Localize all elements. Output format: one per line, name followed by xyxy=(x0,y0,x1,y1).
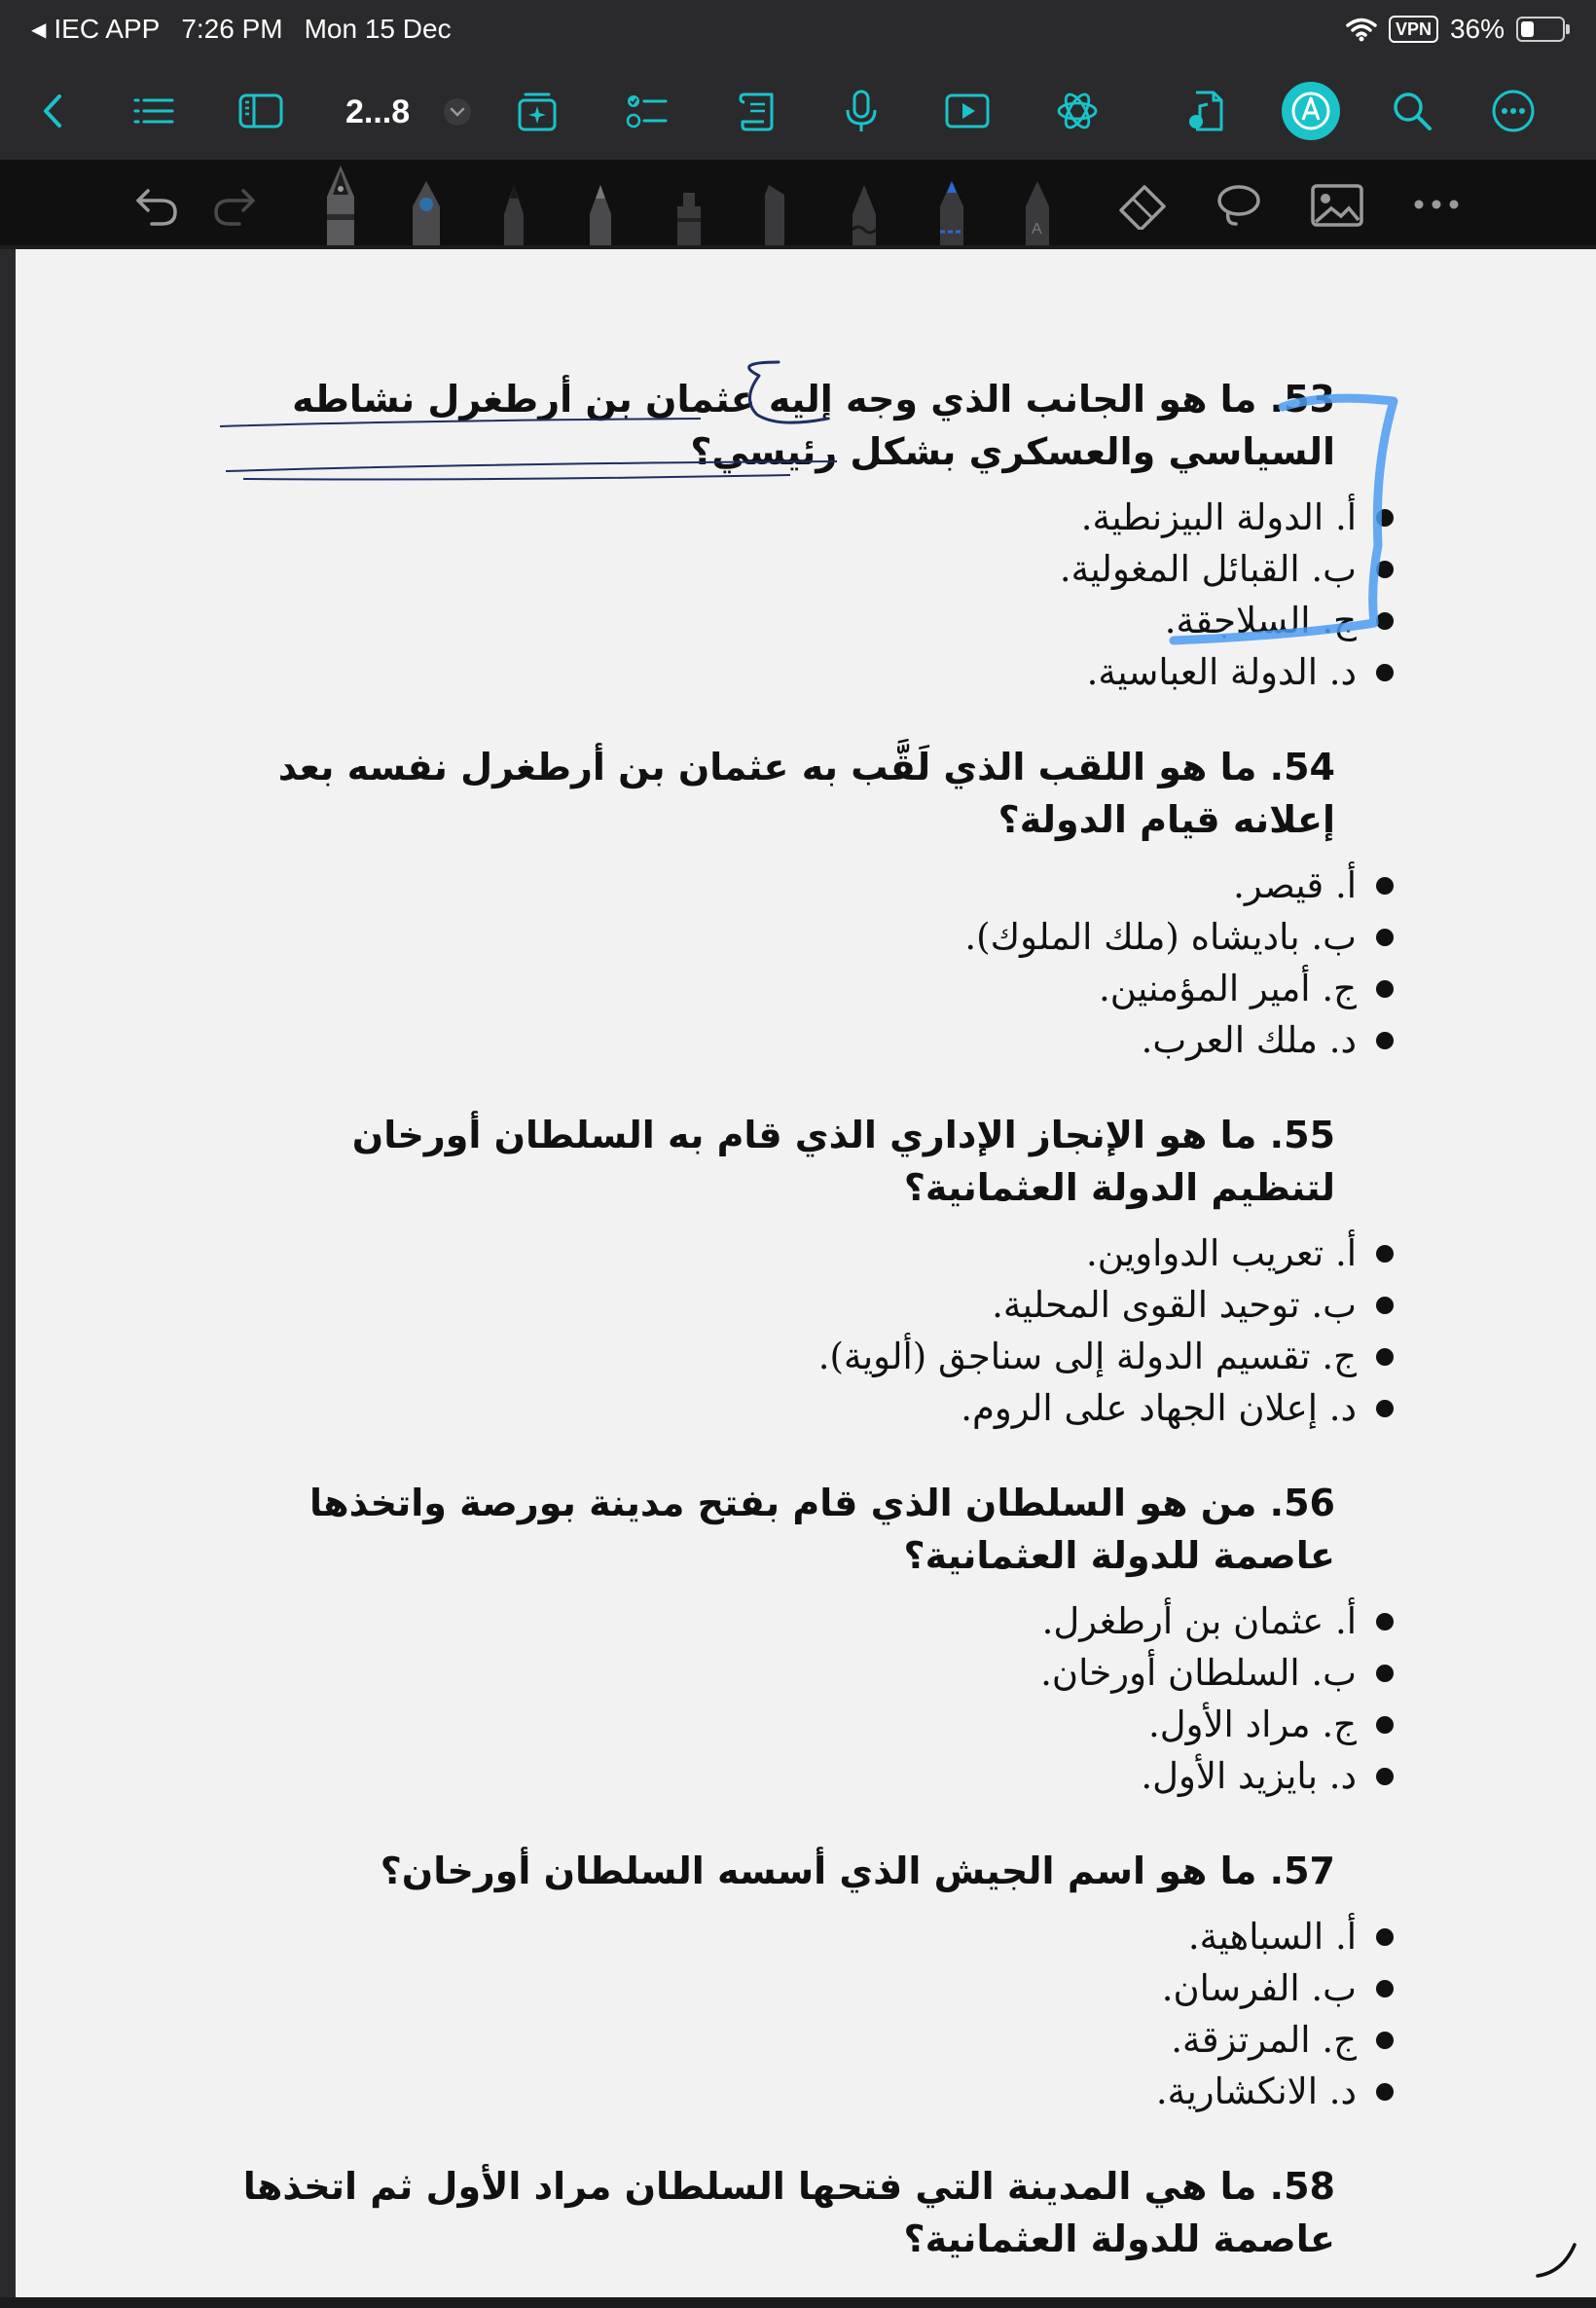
option-item xyxy=(236,1962,1394,2014)
add-page-icon[interactable] xyxy=(509,82,567,140)
option-item xyxy=(236,1014,1394,1066)
bullet-icon xyxy=(1376,929,1394,946)
option-item xyxy=(236,1699,1394,1750)
option-label: أ. عثمان بن أرطغرل. xyxy=(1041,1600,1357,1642)
option-label: د. بايزيد الأول. xyxy=(1141,1755,1357,1797)
bullet-icon xyxy=(1376,1928,1394,1946)
chevron-down-icon[interactable] xyxy=(443,97,472,127)
battery-percent: 36% xyxy=(1449,14,1505,44)
bullet-icon xyxy=(1376,877,1394,895)
option-item xyxy=(236,1911,1394,1962)
brush-pen-icon[interactable] xyxy=(498,181,529,245)
bullet-icon xyxy=(1376,664,1394,681)
options-list xyxy=(236,1595,1394,1802)
question-block xyxy=(236,741,1394,1066)
option-item xyxy=(236,543,1394,595)
wifi-icon xyxy=(1346,17,1377,42)
question-number: 53. xyxy=(1269,378,1335,421)
option-label: ج. أمير المؤمنين. xyxy=(1099,968,1357,1009)
bullet-icon xyxy=(1376,1297,1394,1314)
bullet-icon xyxy=(1376,509,1394,527)
bullet-icon xyxy=(1376,1245,1394,1263)
option-label: د. ملك العرب. xyxy=(1141,1019,1357,1061)
text-pencil-icon[interactable] xyxy=(1018,177,1057,245)
back-chevron-icon[interactable] xyxy=(25,82,84,140)
option-label: ج. المرتزقة. xyxy=(1171,2019,1357,2061)
option-label: أ. تعريب الدواوين. xyxy=(1086,1232,1357,1274)
bullet-icon xyxy=(1376,2032,1394,2049)
question-number: 54. xyxy=(1269,746,1335,788)
vpn-badge: VPN xyxy=(1389,16,1438,43)
more-icon[interactable] xyxy=(1411,195,1462,214)
option-label: د. الدولة العباسية. xyxy=(1086,651,1357,693)
option-item xyxy=(236,646,1394,698)
option-label: أ. الدولة البيزنطية. xyxy=(1080,496,1357,538)
back-to-app-icon[interactable]: ◀ xyxy=(31,18,47,41)
bullet-icon xyxy=(1376,1768,1394,1785)
option-item xyxy=(236,1279,1394,1331)
checklist-icon[interactable] xyxy=(618,82,676,140)
question-list xyxy=(236,373,1394,2308)
option-item xyxy=(236,595,1394,646)
blue-pen-icon[interactable] xyxy=(932,177,971,245)
pen-mode-icon[interactable] xyxy=(1282,82,1340,140)
question-text xyxy=(236,741,1394,846)
option-label: أ. السباهية. xyxy=(1187,1916,1357,1958)
microphone-icon[interactable] xyxy=(832,82,890,140)
question-prompt: ما هو اللقب الذي لَقَّب به عثمان بن أرطغرل نفسه بعد إعلانه قيام الدولة؟ xyxy=(277,746,1335,841)
question-block xyxy=(236,1109,1394,1434)
battery-icon xyxy=(1516,17,1565,42)
question-text xyxy=(236,1109,1394,1214)
bullet-icon xyxy=(1376,1665,1394,1682)
option-label: ب. باديشاه (ملك الملوك). xyxy=(964,916,1357,958)
question-prompt: من هو السلطان الذي قام بفتح مدينة بورصة واتخذها عاصمة للدولة العثمانية؟ xyxy=(309,1482,1335,1577)
question-number: 58. xyxy=(1269,2165,1335,2208)
option-label: ب. الفرسان. xyxy=(1161,1967,1357,2009)
search-icon[interactable] xyxy=(1383,82,1441,140)
image-icon[interactable] xyxy=(1310,183,1364,228)
question-number: 56. xyxy=(1269,1482,1335,1524)
option-label: ب. توحيد القوى المحلية. xyxy=(992,1284,1357,1326)
marker-icon[interactable] xyxy=(759,181,794,245)
page-indicator[interactable]: 2...8 xyxy=(345,93,411,130)
question-prompt: ما هو اسم الجيش الذي أسسه السلطان أورخان؟ xyxy=(380,1850,1257,1892)
question-text xyxy=(236,1845,1394,1897)
question-text xyxy=(236,2160,1394,2265)
fountain-pen-icon[interactable] xyxy=(319,164,362,245)
list-icon[interactable] xyxy=(125,82,183,140)
navigation-toolbar xyxy=(0,60,1596,162)
option-item xyxy=(236,911,1394,963)
status-bar xyxy=(0,0,1596,60)
question-block xyxy=(236,2160,1394,2265)
back-app-label[interactable]: IEC APP xyxy=(54,14,161,44)
question-block xyxy=(236,1845,1394,2117)
bullet-icon xyxy=(1376,1613,1394,1630)
svg-text:A: A xyxy=(1032,221,1042,238)
eraser-icon[interactable] xyxy=(1115,179,1172,230)
question-number: 55. xyxy=(1269,1114,1335,1156)
undo-icon[interactable] xyxy=(130,177,185,232)
option-item xyxy=(236,1647,1394,1699)
pencil-icon[interactable] xyxy=(584,181,617,245)
option-item xyxy=(236,860,1394,911)
question-prompt: ما هو الجانب الذي وجه إليه عثمان بن أرطغرل نشاطه السياسي والعسكري بشكل رئيسي؟ xyxy=(292,378,1335,473)
option-label: ج. مراد الأول. xyxy=(1147,1704,1357,1745)
option-label: ب. السلطان أورخان. xyxy=(1040,1652,1357,1694)
option-item xyxy=(236,2014,1394,2066)
options-list xyxy=(236,1227,1394,1434)
monoline-icon[interactable] xyxy=(845,181,884,245)
option-item xyxy=(236,1595,1394,1647)
options-list xyxy=(236,1911,1394,2117)
option-label: ج. السلاجقة. xyxy=(1164,600,1357,641)
lasso-icon[interactable] xyxy=(1213,179,1265,230)
bullet-icon xyxy=(1376,2083,1394,2101)
bullet-icon xyxy=(1376,612,1394,630)
ballpoint-pen-icon[interactable] xyxy=(407,177,446,245)
bullet-icon xyxy=(1376,1716,1394,1734)
option-item xyxy=(236,963,1394,1014)
options-list xyxy=(236,492,1394,698)
options-list xyxy=(236,860,1394,1066)
option-label: أ. قيصر. xyxy=(1233,864,1357,906)
bullet-icon xyxy=(1376,980,1394,998)
bullet-icon xyxy=(1376,1400,1394,1417)
option-item xyxy=(236,1382,1394,1434)
option-label: ج. تقسيم الدولة إلى سناجق (ألوية). xyxy=(817,1336,1357,1377)
option-label: ب. القبائل المغولية. xyxy=(1059,548,1357,590)
option-item xyxy=(236,1331,1394,1382)
question-block xyxy=(236,1477,1394,1802)
document-audio-icon[interactable] xyxy=(1178,82,1236,140)
highlighter-icon[interactable] xyxy=(671,189,707,245)
option-label: د. الانكشارية. xyxy=(1155,2070,1357,2112)
left-gutter xyxy=(0,249,16,2297)
option-label: د. إعلان الجهاد على الروم. xyxy=(961,1387,1357,1429)
question-prompt: ما هو الإنجاز الإداري الذي قام به السلطان أورخان لتنظيم الدولة العثمانية؟ xyxy=(351,1114,1335,1209)
question-prompt: ما هي المدينة التي فتحها السلطان مراد الأول ثم اتخذها عاصمة للدولة العثمانية؟ xyxy=(242,2165,1335,2260)
status-date: Mon 15 Dec xyxy=(304,14,452,44)
play-icon[interactable] xyxy=(938,82,997,140)
bullet-icon xyxy=(1376,1032,1394,1049)
bullet-icon xyxy=(1376,1980,1394,1997)
more-options-icon[interactable] xyxy=(1484,82,1542,140)
option-item xyxy=(236,492,1394,543)
option-item xyxy=(236,1750,1394,1802)
bullet-icon xyxy=(1376,1348,1394,1366)
bullet-icon xyxy=(1376,561,1394,578)
drawing-tools-bar xyxy=(0,160,1596,245)
question-text xyxy=(236,1477,1394,1582)
question-text xyxy=(236,373,1394,478)
scroll-icon[interactable] xyxy=(728,82,786,140)
redo-icon[interactable] xyxy=(206,177,261,232)
notebook-page[interactable] xyxy=(16,249,1596,2297)
page-corner-icon[interactable] xyxy=(1534,2237,1580,2280)
question-number: 57. xyxy=(1269,1850,1335,1892)
option-item xyxy=(236,1227,1394,1279)
option-item xyxy=(236,2066,1394,2117)
sidebar-icon[interactable] xyxy=(232,82,290,140)
ai-icon[interactable] xyxy=(1048,82,1106,140)
question-block xyxy=(236,373,1394,698)
status-time: 7:26 PM xyxy=(181,14,283,44)
